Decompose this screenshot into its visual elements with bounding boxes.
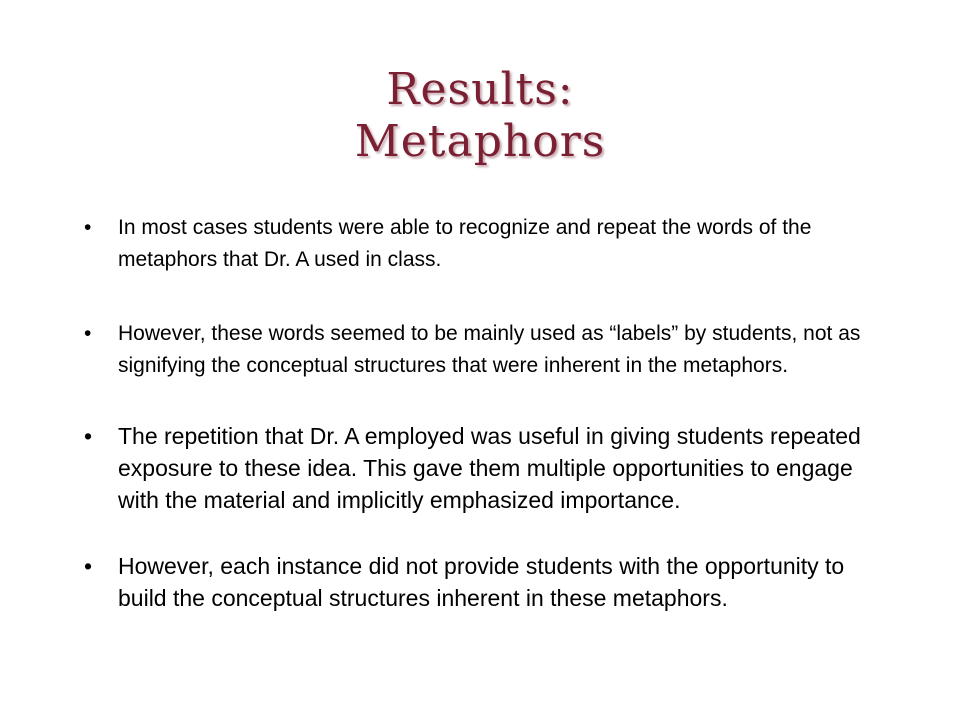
bullet-item (84, 318, 884, 382)
bullet-text: However, these words seemed to be mainly used as “labels” by students, not as signifying the conceptual structures that were inherent in the metaphors. (118, 322, 861, 377)
bullet-text: The repetition that Dr. A employed was useful in giving students repeated exposure to these idea. This gave them multiple opportunities to engage with the material and implicitly emphasized importance. (118, 423, 861, 513)
bullet-marker: • (84, 216, 92, 239)
bullet-marker: • (84, 322, 92, 345)
title-line-2: Metaphors (354, 116, 606, 167)
title-line-1: Results: (386, 64, 574, 115)
bullet-item (84, 420, 884, 516)
bullet-item (84, 550, 884, 614)
slide-title (0, 64, 960, 168)
bullet-text: In most cases students were able to recognize and repeat the words of the metaphors that Dr. A used in class. (118, 216, 812, 271)
bullet-list (84, 212, 884, 656)
bullet-marker: • (84, 423, 93, 449)
bullet-text: However, each instance did not provide students with the opportunity to build the conceptual structures inherent in these metaphors. (118, 553, 845, 611)
bullet-item (84, 212, 884, 276)
bullet-marker: • (84, 553, 93, 579)
